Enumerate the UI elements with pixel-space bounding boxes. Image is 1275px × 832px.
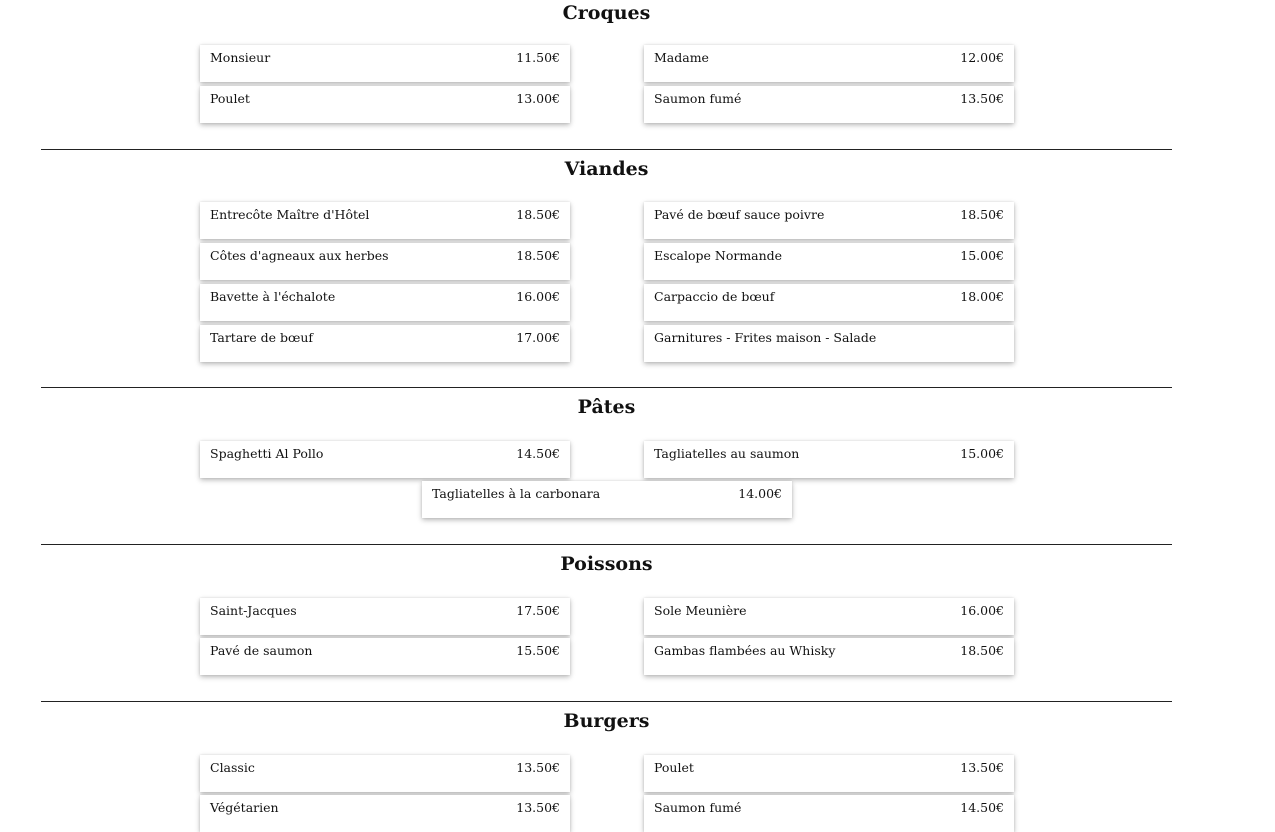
menu-item-price: 16.00€	[516, 289, 560, 304]
menu-item-burger-saumon-fume[interactable]	[644, 795, 1014, 832]
menu-item-spaghetti-al-pollo[interactable]	[200, 441, 570, 478]
menu-item-cotes-agneaux[interactable]	[200, 243, 570, 280]
menu-item-burger-vegetarien[interactable]	[200, 795, 570, 832]
menu-item-name: Classic	[210, 760, 255, 775]
menu-item-price: 17.00€	[516, 330, 560, 345]
menu-item-croque-monsieur[interactable]	[200, 45, 570, 82]
section-divider	[41, 149, 1172, 150]
menu-item-croque-saumon-fume[interactable]	[644, 86, 1014, 123]
section-divider	[41, 544, 1172, 545]
section-title-poissons: Poissons	[560, 553, 653, 575]
menu-item-name: Côtes d'agneaux aux herbes	[210, 248, 389, 263]
menu-item-entrecote[interactable]	[200, 202, 570, 239]
menu-item-price: 18.50€	[516, 248, 560, 263]
menu-item-tagliatelles-saumon[interactable]	[644, 441, 1014, 478]
menu-item-price: 13.50€	[960, 91, 1004, 106]
menu-item-carpaccio[interactable]	[644, 284, 1014, 321]
menu-item-price: 14.00€	[738, 486, 782, 501]
section-title-croques: Croques	[562, 2, 651, 24]
menu-item-name: Pavé de bœuf sauce poivre	[654, 207, 825, 222]
menu-item-name: Gambas flambées au Whisky	[654, 643, 836, 658]
menu-item-price: 13.50€	[960, 760, 1004, 775]
menu-item-name: Tagliatelles à la carbonara	[432, 486, 601, 501]
section-title-pates: Pâtes	[577, 396, 636, 418]
menu-item-tartare[interactable]	[200, 325, 570, 362]
menu-item-price: 12.00€	[960, 50, 1004, 65]
menu-item-burger-classic[interactable]	[200, 755, 570, 792]
menu-item-price: 16.00€	[960, 603, 1004, 618]
section-title-burgers: Burgers	[563, 710, 650, 732]
menu-item-price: 15.50€	[516, 643, 560, 658]
menu-item-name: Bavette à l'échalote	[210, 289, 336, 304]
menu-item-price: 14.50€	[960, 800, 1004, 815]
menu-item-name: Garnitures - Frites maison - Salade	[654, 330, 877, 345]
menu-item-price: 13.00€	[516, 91, 560, 106]
menu-item-saint-jacques[interactable]	[200, 598, 570, 635]
menu-item-name: Tagliatelles au saumon	[654, 446, 800, 461]
menu-item-name: Saumon fumé	[654, 91, 742, 106]
menu-item-price: 18.50€	[960, 207, 1004, 222]
menu-item-price: 14.50€	[516, 446, 560, 461]
menu-item-name: Entrecôte Maître d'Hôtel	[210, 207, 370, 222]
menu-item-name: Carpaccio de bœuf	[654, 289, 775, 304]
menu-item-price: 11.50€	[516, 50, 560, 65]
menu-item-pave-saumon[interactable]	[200, 638, 570, 675]
section-divider	[41, 701, 1172, 702]
menu-item-name: Escalope Normande	[654, 248, 783, 263]
section-divider	[41, 387, 1172, 388]
menu-item-name: Monsieur	[210, 50, 271, 65]
menu-item-name: Madame	[654, 50, 709, 65]
menu-item-garnitures[interactable]	[644, 325, 1014, 362]
menu-item-pave-boeuf[interactable]	[644, 202, 1014, 239]
menu-item-name: Sole Meunière	[654, 603, 747, 618]
menu-item-croque-madame[interactable]	[644, 45, 1014, 82]
menu-item-name: Spaghetti Al Pollo	[210, 446, 324, 461]
menu-item-gambas[interactable]	[644, 638, 1014, 675]
menu-item-escalope[interactable]	[644, 243, 1014, 280]
menu-item-name: Poulet	[210, 91, 250, 106]
menu-item-name: Tartare de bœuf	[210, 330, 314, 345]
menu-item-name: Pavé de saumon	[210, 643, 313, 658]
menu-item-name: Végétarien	[210, 800, 279, 815]
menu-item-name: Saumon fumé	[654, 800, 742, 815]
menu-item-burger-poulet[interactable]	[644, 755, 1014, 792]
menu-item-price: 13.50€	[516, 800, 560, 815]
menu-item-croque-poulet[interactable]	[200, 86, 570, 123]
menu-item-bavette[interactable]	[200, 284, 570, 321]
menu-item-name: Poulet	[654, 760, 694, 775]
menu-item-price: 18.50€	[516, 207, 560, 222]
menu-item-tagliatelles-carbonara[interactable]	[422, 481, 792, 518]
menu-item-price: 18.50€	[960, 643, 1004, 658]
menu-item-price: 13.50€	[516, 760, 560, 775]
menu-item-price: 15.00€	[960, 446, 1004, 461]
menu-item-price: 18.00€	[960, 289, 1004, 304]
section-title-viandes: Viandes	[564, 158, 649, 180]
menu-item-name: Saint-Jacques	[210, 603, 297, 618]
menu-item-price: 17.50€	[516, 603, 560, 618]
menu-item-price: 15.00€	[960, 248, 1004, 263]
menu-item-sole-meuniere[interactable]	[644, 598, 1014, 635]
